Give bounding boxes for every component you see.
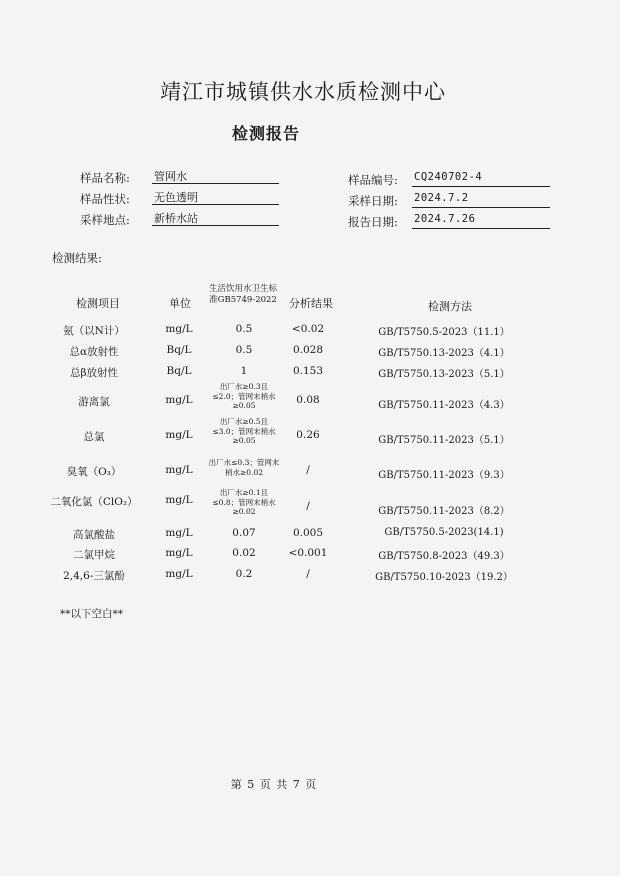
org-title: 靖江市城镇供水水质检测中心 (160, 80, 446, 104)
table-row (0, 547, 620, 565)
cell-method: GB/T5750.8-2023（49.3） (378, 551, 510, 562)
cell-unit: mg/L (165, 323, 193, 335)
cell-result: / (306, 500, 310, 512)
sample-date-field: 2024.7.2 (412, 192, 550, 208)
cell-standard: 0.2 (235, 568, 253, 580)
cell-item: 总β放射性 (69, 367, 119, 379)
cell-unit: mg/L (165, 429, 193, 441)
cell-result: <0.02 (291, 323, 325, 335)
cell-standard: 0.5 (235, 323, 253, 335)
cell-result: 0.26 (296, 429, 320, 441)
cell-unit: mg/L (165, 394, 193, 406)
table-row (0, 344, 620, 362)
cell-method: GB/T5750.10-2023（19.2） (375, 572, 513, 583)
cell-unit: Bq/L (166, 344, 192, 356)
cell-standard: 出厂水≥0.3且≤2.0；管网末梢水≥0.05 (212, 382, 276, 410)
cell-item: 臭氧（O₃） (66, 466, 122, 478)
cell-result: <0.001 (288, 547, 328, 559)
header-item: 检测项目 (76, 297, 120, 310)
cell-item: 总α放射性 (69, 346, 119, 358)
cell-result: 0.08 (296, 394, 320, 406)
cell-method: GB/T5750.11-2023（4.3） (378, 400, 510, 411)
blank-below-note: **以下空白** (60, 608, 123, 620)
header-method: 检测方法 (428, 300, 472, 313)
table-row (0, 458, 620, 484)
cell-standard: 0.5 (235, 344, 253, 356)
cell-item: 高氯酸盐 (73, 529, 115, 541)
sample-state-field: 无色透明 (152, 189, 279, 205)
cell-method: GB/T5750.5-2023(14.1) (384, 527, 504, 538)
table-row (0, 382, 620, 416)
cell-result: / (306, 568, 310, 580)
header-unit: 单位 (169, 297, 191, 310)
sample-site-field: 新桥水站 (152, 210, 279, 226)
report-title: 检测报告 (232, 124, 301, 143)
results-label: 检测结果: (52, 251, 102, 265)
sample-name-field: 管网水 (152, 168, 279, 184)
cell-method: GB/T5750.11-2023（8.2） (378, 506, 510, 517)
table-row (0, 323, 620, 341)
cell-standard: 1 (240, 365, 248, 377)
report-date-field: 2024.7.26 (412, 213, 550, 229)
cell-unit: Bq/L (166, 365, 192, 377)
cell-method: GB/T5750.11-2023（9.3） (378, 470, 510, 481)
cell-item: 二氯甲烷 (73, 549, 115, 561)
cell-standard: 0.07 (232, 527, 256, 539)
cell-standard: 出厂水≥0.5且≤3.0；管网末梢水≥0.05 (212, 417, 276, 445)
header-standard: 生活饮用水卫生标准GB5749-2022 (208, 284, 277, 305)
sample-name-label: 样品名称: (80, 171, 130, 185)
cell-standard: 出厂水≤0.3；管网末梢水≥0.02 (208, 458, 280, 477)
table-row (0, 527, 620, 545)
sample-site-label: 采样地点: (80, 213, 130, 227)
cell-standard: 出厂水≥0.1且≤0.8；管网末梢水≥0.02 (212, 488, 276, 516)
report-date-label: 报告日期: (348, 215, 398, 229)
sample-id-field: CQ240702-4 (412, 171, 550, 187)
cell-standard: 0.02 (232, 547, 256, 559)
table-row (0, 488, 620, 522)
sample-date-label: 采样日期: (348, 194, 398, 208)
cell-method: GB/T5750.13-2023（4.1） (378, 348, 510, 359)
cell-result: 0.153 (292, 365, 324, 377)
cell-method: GB/T5750.11-2023（5.1） (378, 435, 510, 446)
cell-unit: mg/L (165, 527, 193, 539)
cell-result: 0.005 (292, 527, 324, 539)
page-number: 第 5 页 共 7 页 (230, 778, 318, 791)
cell-item: 总氯 (83, 431, 105, 443)
table-row (0, 417, 620, 451)
sample-state-label: 样品性状: (80, 192, 130, 206)
cell-unit: mg/L (165, 547, 193, 559)
cell-method: GB/T5750.13-2023（5.1） (378, 369, 510, 380)
cell-unit: mg/L (165, 568, 193, 580)
table-row (0, 365, 620, 383)
cell-result: / (306, 464, 310, 476)
table-row (0, 568, 620, 586)
cell-item: 游离氯 (78, 396, 110, 408)
sample-id-label: 样品编号: (348, 173, 398, 187)
cell-unit: mg/L (165, 494, 193, 506)
cell-item: 2,4,6-三氯酚 (63, 570, 125, 582)
header-result: 分析结果 (289, 297, 333, 310)
cell-item: 二氧化氯（ClO₂） (50, 496, 138, 508)
cell-result: 0.028 (292, 344, 324, 356)
cell-item: 氨（以N计） (63, 325, 125, 337)
cell-method: GB/T5750.5-2023（11.1） (378, 327, 510, 338)
cell-unit: mg/L (165, 464, 193, 476)
